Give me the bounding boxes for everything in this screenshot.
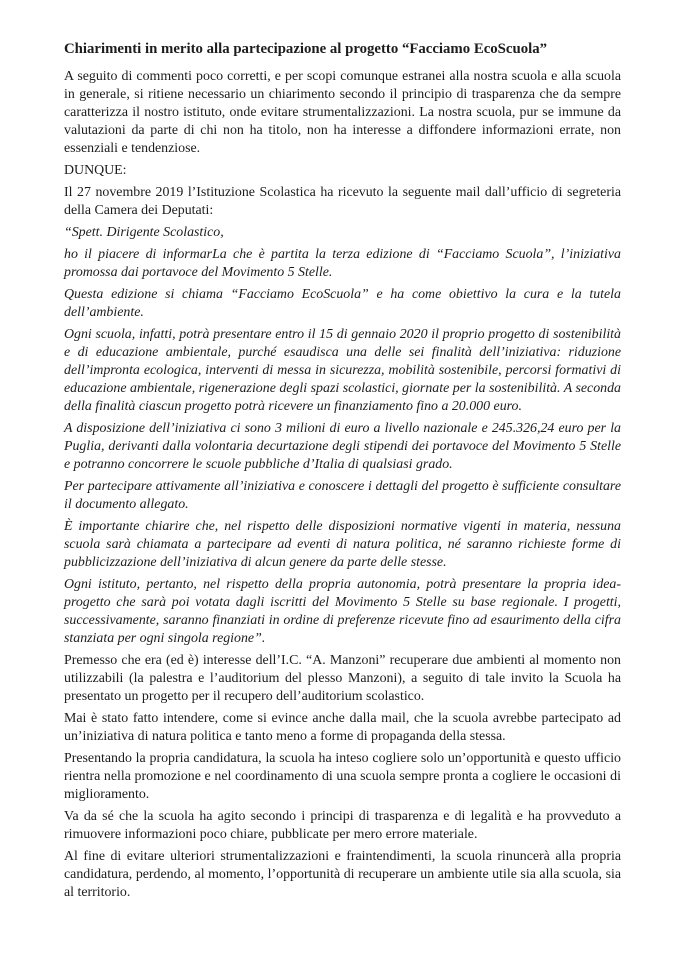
document-title: Chiarimenti in merito alla partecipazione al progetto “Facciamo EcoScuola”	[64, 41, 548, 57]
closing-paragraph-1: Premesso che era (ed è) interesse dell’I.C. “A. Manzoni” recuperare due ambienti al momento non utilizzabili (la palestra e l’auditorium del plesso Manzoni), a seguito di tale invito la Scuola ha presentato un progetto per il recupero dell’auditorium scolastico.	[64, 653, 621, 704]
quoted-mail-paragraph-1: ho il piacere di informarLa che è partita la terza edizione di “Facciamo Scuola”, l’iniziativa promossa dai portavoce del Movimento 5 Stelle.	[64, 247, 621, 280]
quoted-mail-paragraph-6: È importante chiarire che, nel rispetto delle disposizioni normative vigenti in materia, nessuna scuola sarà chiamata a partecipare ad eventi di natura politica, né saranno richieste forme di pubblicizzazione dell’iniziativa di alcun genere da parte delle stesse.	[64, 519, 621, 570]
quoted-mail-paragraph-3: Ogni scuola, infatti, potrà presentare entro il 15 di gennaio 2020 il proprio progetto di sostenibilità e di educazione ambientale, purché esaudisca una delle sei finalità dell’iniziativa: riduzione dell’impronta ecologica, interventi di messa in sicurezza, mobilità sostenibile, percorsi formativi di educazione ambientale, rigenerazione degli spazi scolastici, giornate per la sostenibilità. A seconda della finalità ciascun progetto potrà ricevere un finanziamento fino a 20.000 euro.	[64, 327, 621, 414]
closing-paragraph-3: Presentando la propria candidatura, la scuola ha inteso cogliere solo un’opportunità e questo ufficio rientra nella promozione e nel coordinamento di una scuola sempre pronta a cogliere le occasioni di miglioramento.	[64, 751, 621, 802]
closing-paragraph-5: Al fine di evitare ulteriori strumentalizzazioni e fraintendimenti, la scuola rinuncerà alla propria candidatura, perdendo, al momento, l’opportunità di recuperare un ambiente utile sia alla scuola, sia al territorio.	[64, 849, 621, 900]
closing-paragraph-4: Va da sé che la scuola ha agito secondo i principi di trasparenza e di legalità e ha provveduto a rimuovere informazioni poco chiare, pubblicate per mero errore materiale.	[64, 809, 621, 842]
quoted-mail-paragraph-4: A disposizione dell’iniziativa ci sono 3 milioni di euro a livello nazionale e 245.326,24 euro per la Puglia, derivanti dalla volontaria decurtazione degli stipendi dei portavoce del Movimento 5 Stelle e potranno concorrere le scuole pubbliche d’Italia di qualsiasi grado.	[64, 421, 621, 472]
intro-paragraph: A seguito di commenti poco corretti, e per scopi comunque estranei alla nostra scuola e alla scuola in generale, si ritiene necessario un chiarimento secondo il principio di trasparenza che da sempre caratterizza il nostro istituto, onde evitare strumentalizzazioni. La nostra scuola, pur se immune da valutazioni da parte di chi non ha titolo, non ha interesse a diffondere informazioni errate, non essenziali e tendenziose.	[64, 69, 621, 156]
dunque-label: DUNQUE:	[64, 163, 127, 178]
closing-paragraph-2: Mai è stato fatto intendere, come si evince anche dalla mail, che la scuola avrebbe partecipato ad un’iniziativa di natura politica e tanto meno a forme di propaganda della stessa.	[64, 711, 621, 744]
mail-context-paragraph: Il 27 novembre 2019 l’Istituzione Scolastica ha ricevuto la seguente mail dall’ufficio di segreteria della Camera dei Deputati:	[64, 185, 621, 218]
quoted-mail-paragraph-2: Questa edizione si chiama “Facciamo EcoScuola” e ha come obiettivo la cura e la tutela dell’ambiente.	[64, 287, 621, 320]
quoted-mail-paragraph-7: Ogni istituto, pertanto, nel rispetto della propria autonomia, potrà presentare la propria idea-progetto che sarà poi votata dagli iscritti del Movimento 5 Stelle su base regionale. I progetti, successivamente, saranno finanziati in ordine di preferenze ricevute fino ad esaurimento della cifra stanziata per ogni singola regione”.	[64, 577, 621, 646]
quoted-mail-salutation: “Spett. Dirigente Scolastico,	[64, 225, 224, 240]
quoted-mail-paragraph-5: Per partecipare attivamente all’iniziativa e conoscere i dettagli del progetto è sufficiente consultare il documento allegato.	[64, 479, 621, 512]
